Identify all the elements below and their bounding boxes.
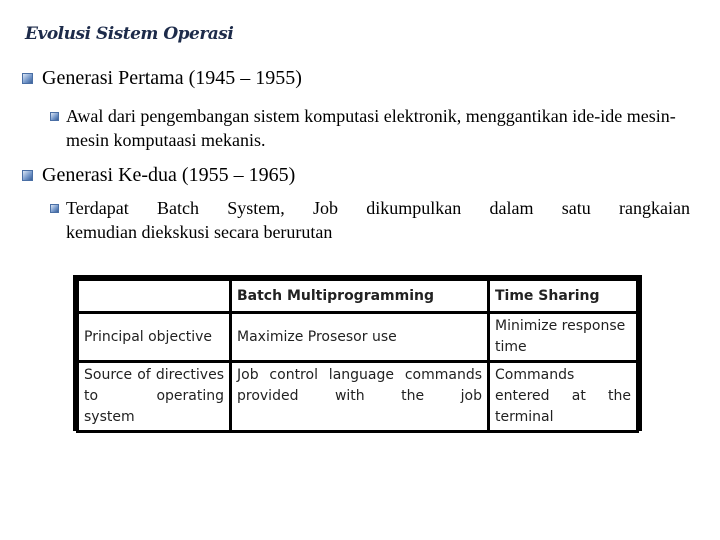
table-cell: Commands entered at the terminal bbox=[490, 363, 636, 430]
table-header-row bbox=[79, 281, 636, 311]
table-row bbox=[79, 363, 636, 430]
comparison-table bbox=[73, 275, 642, 431]
checkbox-square-icon bbox=[22, 170, 33, 181]
bullet-generasi-kedua bbox=[22, 163, 295, 187]
table-row bbox=[79, 314, 636, 360]
sub-bullet-text: Awal dari pengembangan sistem komputasi elektronik, menggantikan ide-ide mesin-mesin komputaasi mekanis. bbox=[66, 106, 676, 150]
table-cell: Principal objective bbox=[79, 314, 229, 360]
table-cell: Source of directives to operating system bbox=[79, 363, 229, 430]
table-cell: Maximize Prosesor use bbox=[232, 314, 487, 360]
checkbox-square-icon bbox=[50, 112, 59, 121]
checkbox-square-icon bbox=[50, 204, 59, 213]
sub-bullet-awal bbox=[50, 104, 690, 152]
sub-bullet-terdapat bbox=[50, 196, 690, 244]
table-cell: Minimize response time bbox=[490, 314, 636, 360]
bullet-heading: Generasi Ke-dua (1955 – 1965) bbox=[42, 164, 296, 186]
table-header-cell bbox=[79, 281, 229, 311]
sub-bullet-line-1: Terdapat Batch System, Job dikumpulkan dalam satu rangkaian bbox=[66, 198, 690, 218]
table-header-cell: Batch Multiprogramming bbox=[232, 281, 487, 311]
bullet-generasi-pertama bbox=[22, 66, 302, 90]
table-cell: Job control language commands provided with the job bbox=[232, 363, 487, 430]
slide-title: Evolusi Sistem Operasi bbox=[25, 24, 234, 44]
sub-bullet-line-2: kemudian diekskusi secara berurutan bbox=[66, 222, 333, 242]
checkbox-square-icon bbox=[22, 73, 33, 84]
bullet-heading: Generasi Pertama (1945 – 1955) bbox=[42, 67, 302, 89]
table-header-cell: Time Sharing bbox=[490, 281, 636, 311]
